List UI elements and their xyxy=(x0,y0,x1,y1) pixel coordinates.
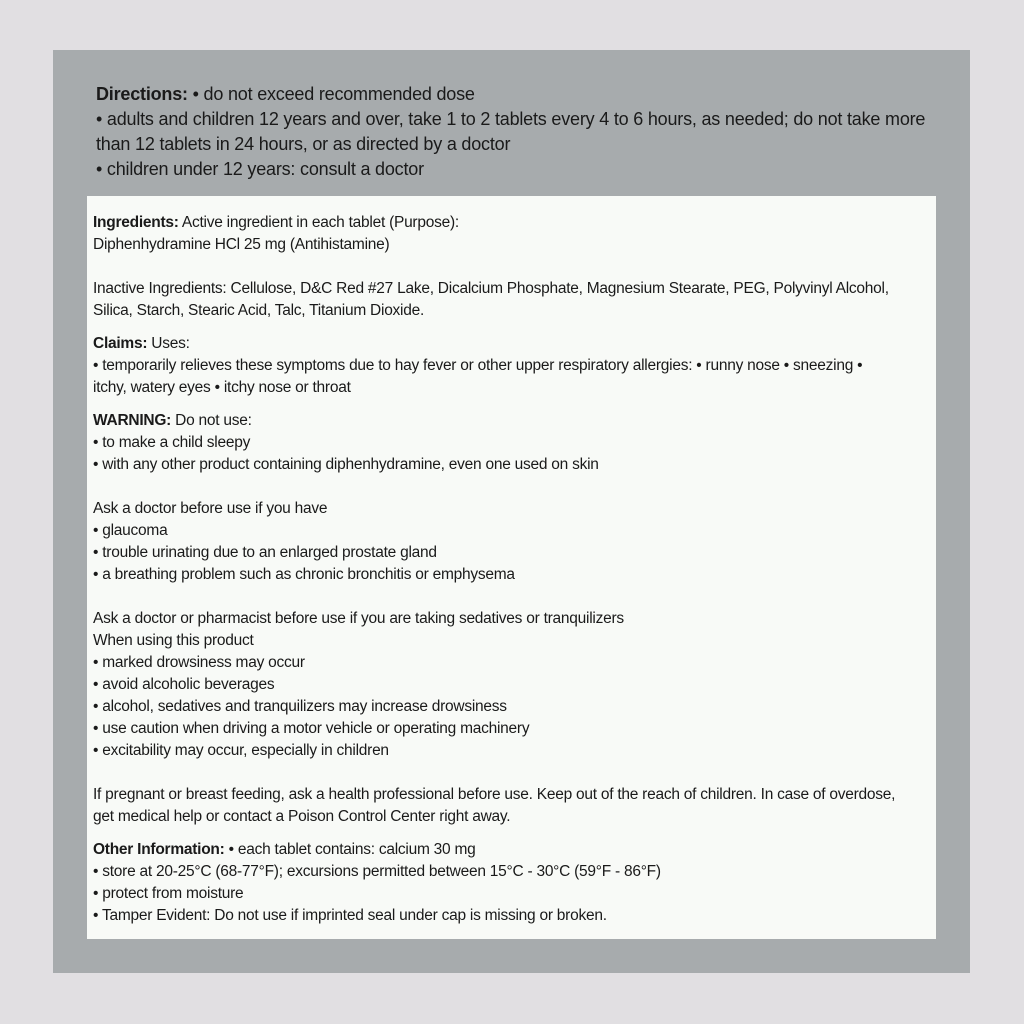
claims-line: Claims: Uses: xyxy=(93,335,190,352)
ask-doctor-line: • trouble urinating due to an enlarged prostate gland xyxy=(93,544,437,561)
warning-line: • to make a child sleepy xyxy=(93,434,251,451)
ingredients-heading: Ingredients: xyxy=(93,214,179,231)
ask-pharmacist-line: • use caution when driving a motor vehicle or operating machinery xyxy=(93,720,530,737)
directions-line: Directions: • do not exceed recommended dose xyxy=(96,84,475,104)
pregnancy-warning-line: get medical help or contact a Poison Control Center right away. xyxy=(93,808,511,825)
claims-line: • temporarily relieves these symptoms due to hay fever or other upper respiratory allergies: • runny nose • sneezing • xyxy=(93,357,863,374)
ask-doctor-line: • a breathing problem such as chronic bronchitis or emphysema xyxy=(93,566,515,583)
directions-line: • children under 12 years: consult a doctor xyxy=(96,159,424,179)
warning-line: • with any other product containing diphenhydramine, even one used on skin xyxy=(93,456,599,473)
ask-doctor-line: • glaucoma xyxy=(93,522,168,539)
pregnancy-warning-line: If pregnant or breast feeding, ask a health professional before use. Keep out of the reach of children. In case of overdose, xyxy=(93,786,896,803)
other-info-line: • protect from moisture xyxy=(93,885,244,902)
directions-line: • adults and children 12 years and over, take 1 to 2 tablets every 4 to 6 hours, as needed; do not take more xyxy=(96,109,926,129)
ask-doctor-line: Ask a doctor before use if you have xyxy=(93,500,328,517)
ask-pharmacist-line: When using this product xyxy=(93,632,254,649)
claims-heading: Claims: xyxy=(93,335,148,352)
directions-line: than 12 tablets in 24 hours, or as directed by a doctor xyxy=(96,134,511,154)
ingredients-section xyxy=(93,212,933,322)
directions-section xyxy=(96,82,956,182)
other-information-section xyxy=(93,839,933,927)
ask-pharmacist-line: • alcohol, sedatives and tranquilizers may increase drowsiness xyxy=(93,698,507,715)
directions-heading: Directions: xyxy=(96,84,188,104)
ask-pharmacist-line: • avoid alcoholic beverages xyxy=(93,676,275,693)
ask-pharmacist-line: Ask a doctor or pharmacist before use if you are taking sedatives or tranquilizers xyxy=(93,610,624,627)
inactive-ingredients-line: Inactive Ingredients: Cellulose, D&C Red #27 Lake, Dicalcium Phosphate, Magnesium Stearate, PEG, Polyvinyl Alcohol, xyxy=(93,280,889,297)
claims-line: itchy, watery eyes • itchy nose or throat xyxy=(93,379,351,396)
other-info-line: • Tamper Evident: Do not use if imprinted seal under cap is missing or broken. xyxy=(93,907,607,924)
warning-heading: WARNING: xyxy=(93,412,172,429)
other-info-line: • store at 20-25°C (68-77°F); excursions permitted between 15°C - 30°C (59°F - 86°F) xyxy=(93,863,661,880)
label-content xyxy=(93,212,933,927)
inactive-ingredients-line: Silica, Starch, Stearic Acid, Talc, Titanium Dioxide. xyxy=(93,302,425,319)
warning-section xyxy=(93,410,933,828)
warning-line: WARNING: Do not use: xyxy=(93,412,252,429)
other-info-line: Other Information: • each tablet contains: calcium 30 mg xyxy=(93,841,476,858)
ingredients-line: Ingredients: Active ingredient in each tablet (Purpose): xyxy=(93,214,459,231)
ask-pharmacist-line: • marked drowsiness may occur xyxy=(93,654,305,671)
claims-section xyxy=(93,333,933,399)
other-info-heading: Other Information: xyxy=(93,841,225,858)
ask-pharmacist-line: • excitability may occur, especially in children xyxy=(93,742,389,759)
ingredients-line: Diphenhydramine HCl 25 mg (Antihistamine) xyxy=(93,236,390,253)
